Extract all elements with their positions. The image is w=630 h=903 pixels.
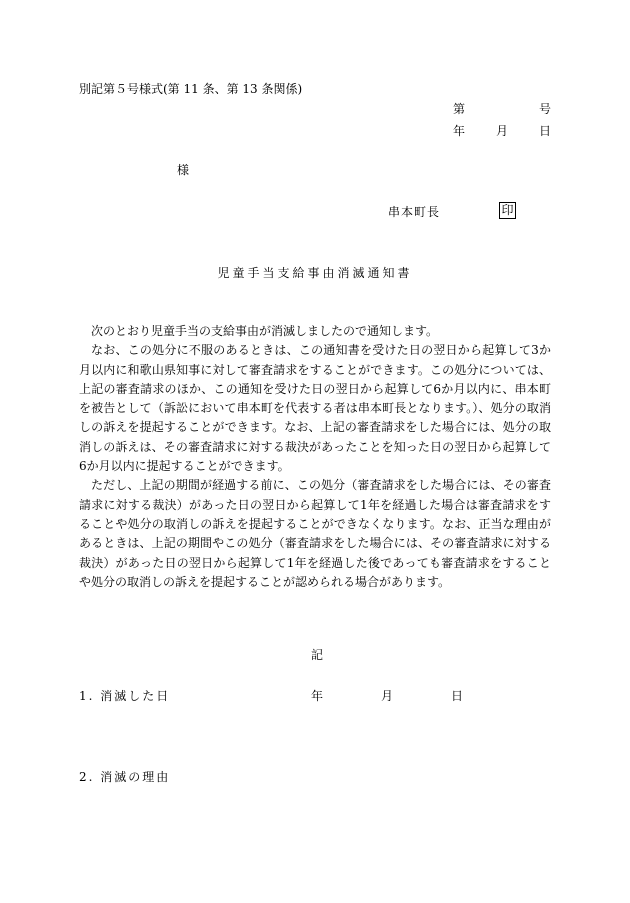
document-title: 児童手当支給事由消滅通知書: [217, 266, 413, 280]
issuer-name: 串本町長: [388, 205, 441, 219]
body-paragraph: ただし、上記の期間が経過する前に、この処分（審査請求をした場合には、その審査請求に対する裁決）があった日の翌日から起算して1年を経過した場合は審査請求をすることや処分の取消しの訴えを提起することができなくなります。なお、正当な理由があるときは、上記の期間やこの処分（審査請求をした場合には、その審査請求に対する裁決）があった日の翌日から起算して1年を経過した後であっても審査請求をすることや処分の取消しの訴えを提起することが認められる場合があります。: [79, 478, 551, 589]
item-extinction-date-label: 1. 消滅した日: [79, 689, 171, 703]
date-year: 年: [453, 124, 466, 138]
item1-month: 月: [381, 689, 394, 703]
date-day: 日: [539, 124, 552, 138]
seal-box: 印: [499, 202, 516, 219]
item-extinction-reason-label: 2. 消滅の理由: [79, 770, 171, 784]
body-paragraph: なお、この処分に不服のあるときは、この通知書を受けた日の翌日から起算して3か月以内に和歌山県知事に対して審査請求をすることができます。この処分については、上記の審査請求のほか、この通知を受けた日の翌日から起算して6か月以内に、串本町を被告として（訴訟において串本町を代表する者は串本町長となります。）、処分の取消しの訴えを提起することができます。なお、上記の審査請求をした場合には、処分の取消しの訴えは、その審査請求に対する裁決があったことを知った日の翌日から起算して6か月以内に提起することができます。: [79, 343, 551, 474]
date-month: 月: [496, 124, 509, 138]
notice-body: [79, 322, 551, 592]
addressee-honorific: 様: [177, 163, 190, 177]
ki-heading: 記: [310, 648, 323, 662]
number-prefix: 第: [453, 102, 466, 116]
item1-day: 日: [451, 689, 464, 703]
number-suffix: 号: [539, 102, 552, 116]
form-title: 別記第５号様式(第 11 条、第 13 条関係): [79, 82, 303, 96]
item1-year: 年: [311, 689, 324, 703]
body-paragraph: 次のとおり児童手当の支給事由が消滅しましたので通知します。: [91, 324, 439, 338]
